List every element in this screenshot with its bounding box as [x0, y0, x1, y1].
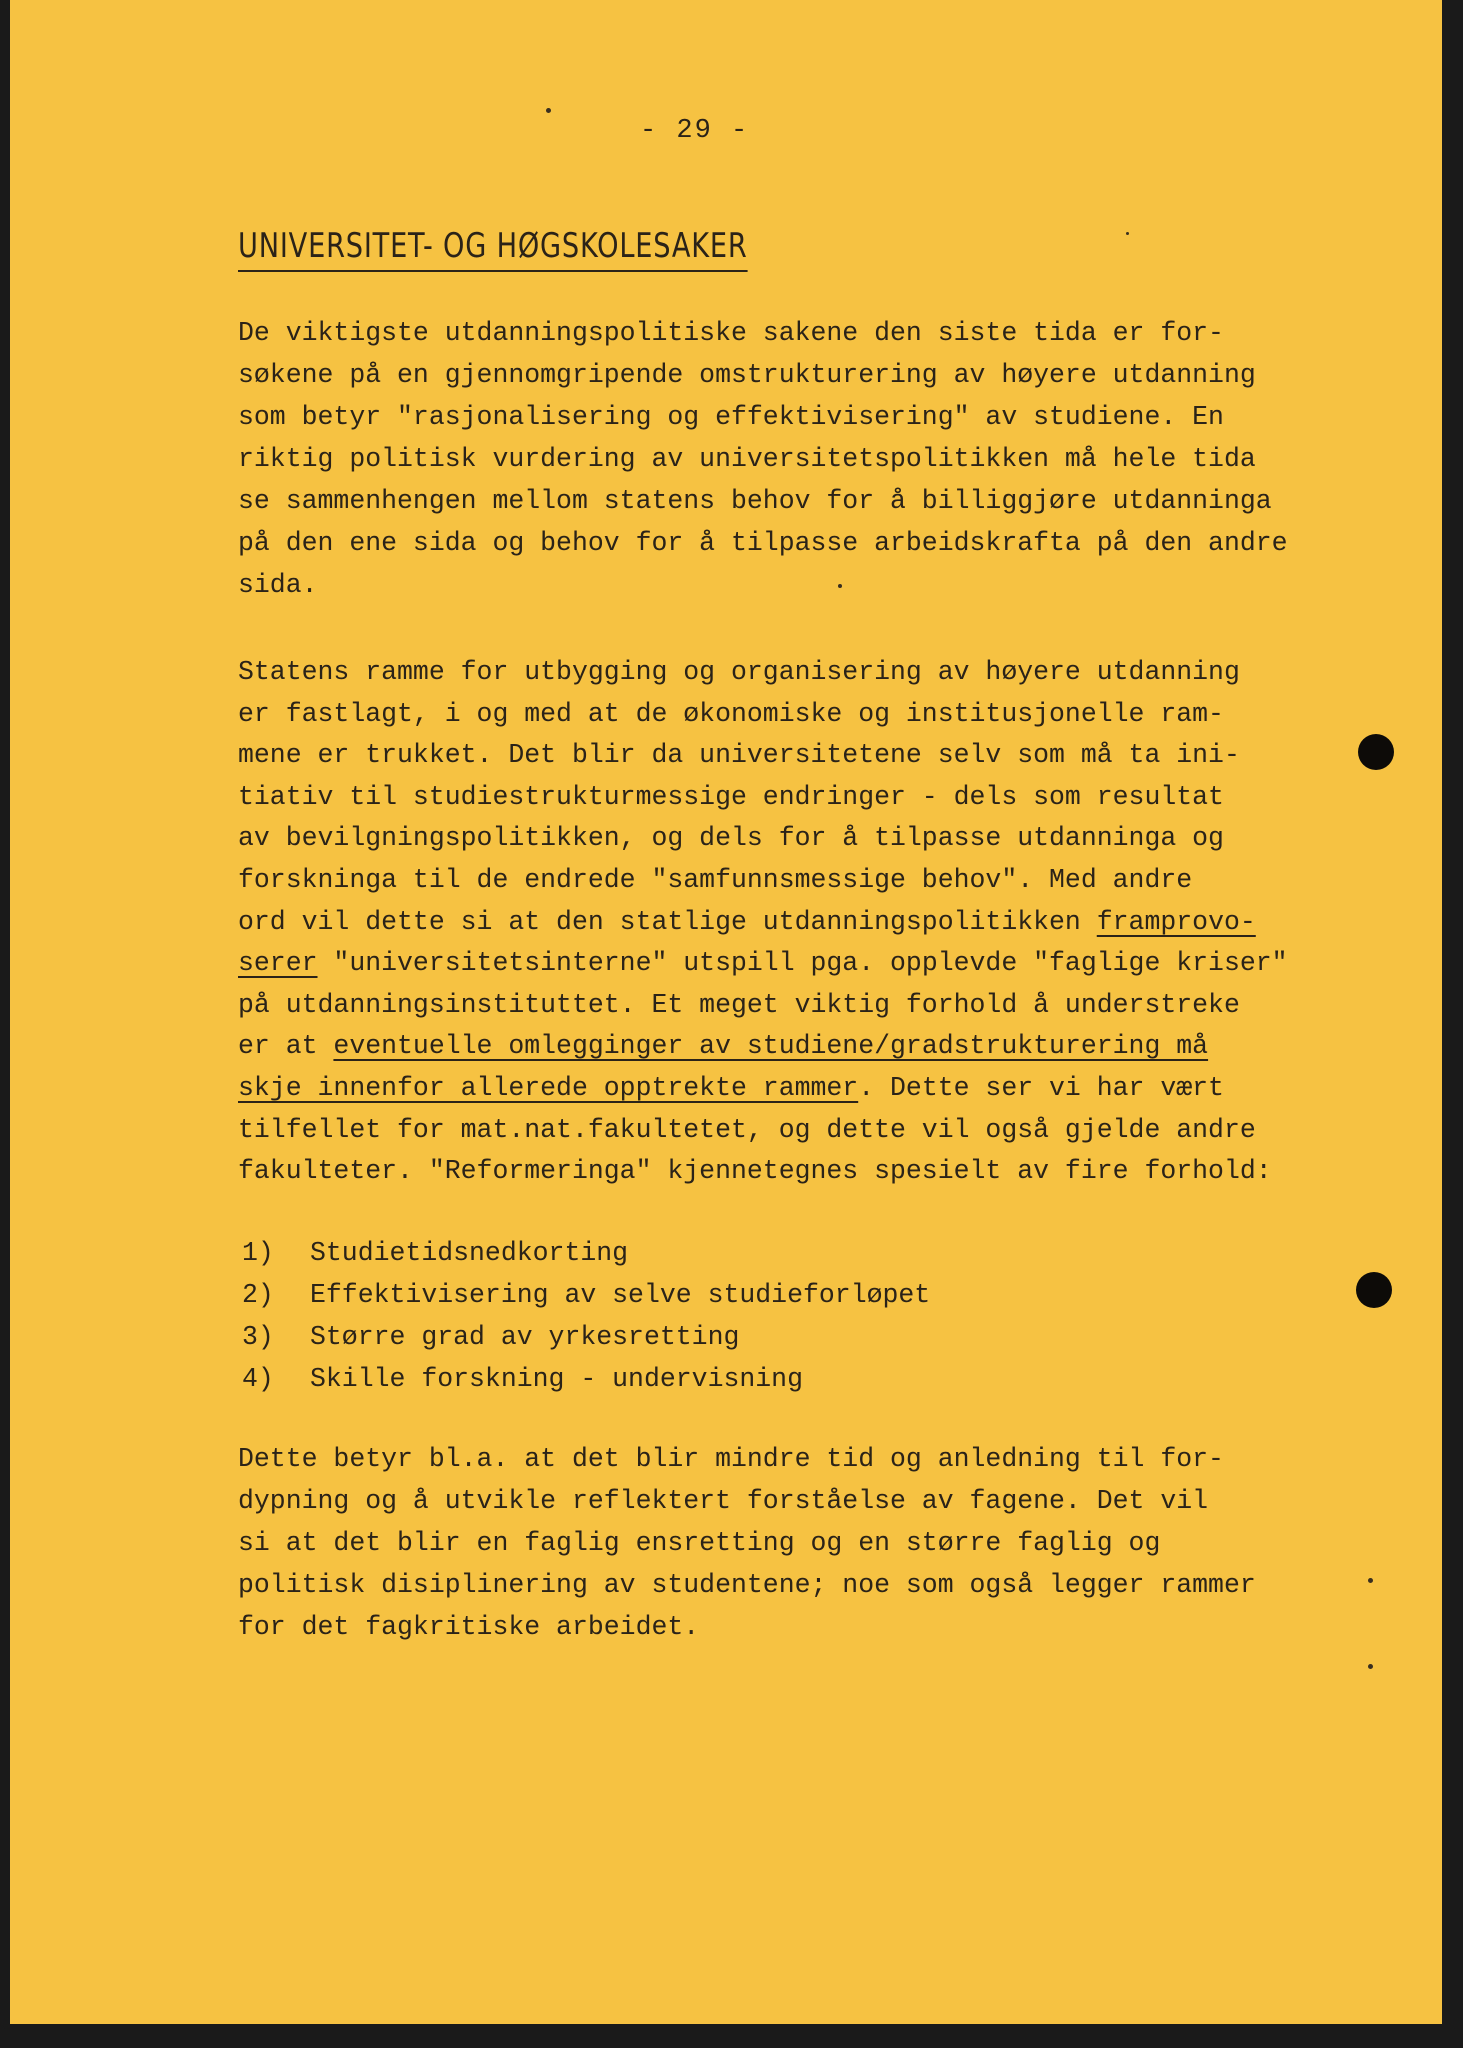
section-heading: UNIVERSITET- OG HØGSKOLESAKER — [238, 226, 748, 272]
list-item — [242, 1316, 930, 1358]
underlined-phrase-2: eventuelle omlegginger av studiene/gradstrukturering må skje innenfor allerede opptrekte rammer — [238, 1031, 1209, 1103]
list-item-text: Større grad av yrkesretting — [310, 1322, 740, 1352]
paragraph-2 — [238, 652, 1388, 1193]
list-item — [242, 1274, 930, 1316]
document-page — [10, 0, 1442, 2024]
paragraph-3: Dette betyr bl.a. at det blir mindre tid og anledning til for- dypning og å utvikle reflektert forståelse av fagene. Det vil si at det blir en faglig ensretting og en større faglig og politisk disiplinering av studentene; noe som også legger rammer for det fagkritiske arbeidet. — [238, 1444, 1256, 1642]
paper-speck — [1368, 1664, 1373, 1669]
paper-speck — [1126, 232, 1129, 235]
list-item — [242, 1358, 930, 1400]
paragraph-2-text-3: . Dette ser vi har vært tilfellet for mat.nat.fakultetet, og dette vil også gjelde andre fakulteter. "Reformeringa" kjennetegnes spesielt av fire forhold: — [238, 1072, 1272, 1187]
underlined-phrase-1: framprovo- serer — [238, 906, 1256, 979]
punch-hole — [1358, 734, 1394, 770]
list-item-text: Effektivisering av selve studieforløpet — [310, 1280, 931, 1310]
list-item-text: Studietidsnedkorting — [310, 1238, 629, 1268]
list-item-number: 3) — [242, 1322, 274, 1352]
paragraph-1: De viktigste utdanningspolitiske sakene den siste tida er for- søkene på en gjennomgripende omstrukturering av høyere utdanning som betyr "rasjonalisering og effektivisering" av studiene. En riktig politisk vurdering av universitetspolitikken må hele tida se sammenhengen mellom statens behov for å billiggjøre utdanninga på den ene sida og behov for å tilpasse arbeidskrafta på den andre sida. — [238, 318, 1288, 600]
list-item-number: 1) — [242, 1238, 274, 1268]
reform-list — [242, 1232, 930, 1400]
list-item — [242, 1232, 930, 1274]
list-item-number: 4) — [242, 1364, 274, 1394]
page-number: - 29 - — [640, 116, 750, 146]
paragraph-2-text-2: "universitetsinterne" utspill pga. opplevde "faglige kriser" på utdanningsinstituttet. Et meget viktig forhold å understreke er at — [238, 948, 1288, 1062]
list-item-number: 2) — [242, 1280, 274, 1310]
paragraph-2-text-1: Statens ramme for utbygging og organisering av høyere utdanning er fastlagt, i og med at de økonomiske og institusjonelle ram- mene er trukket. Det blir da universitetene selv som må ta ini- tiativ til studiestrukturmessige endringer - dels som resultat av bevilgningspolitikken, og dels for å tilpasse utdanninga og forskninga til de endrede "samfunnsmessige behov". Med andre ord vil dette si at den statlige utdanningspolitikken — [238, 657, 1240, 937]
punch-hole — [1356, 1272, 1392, 1308]
paper-speck — [546, 108, 551, 113]
list-item-text: Skille forskning - undervisning — [310, 1364, 803, 1394]
